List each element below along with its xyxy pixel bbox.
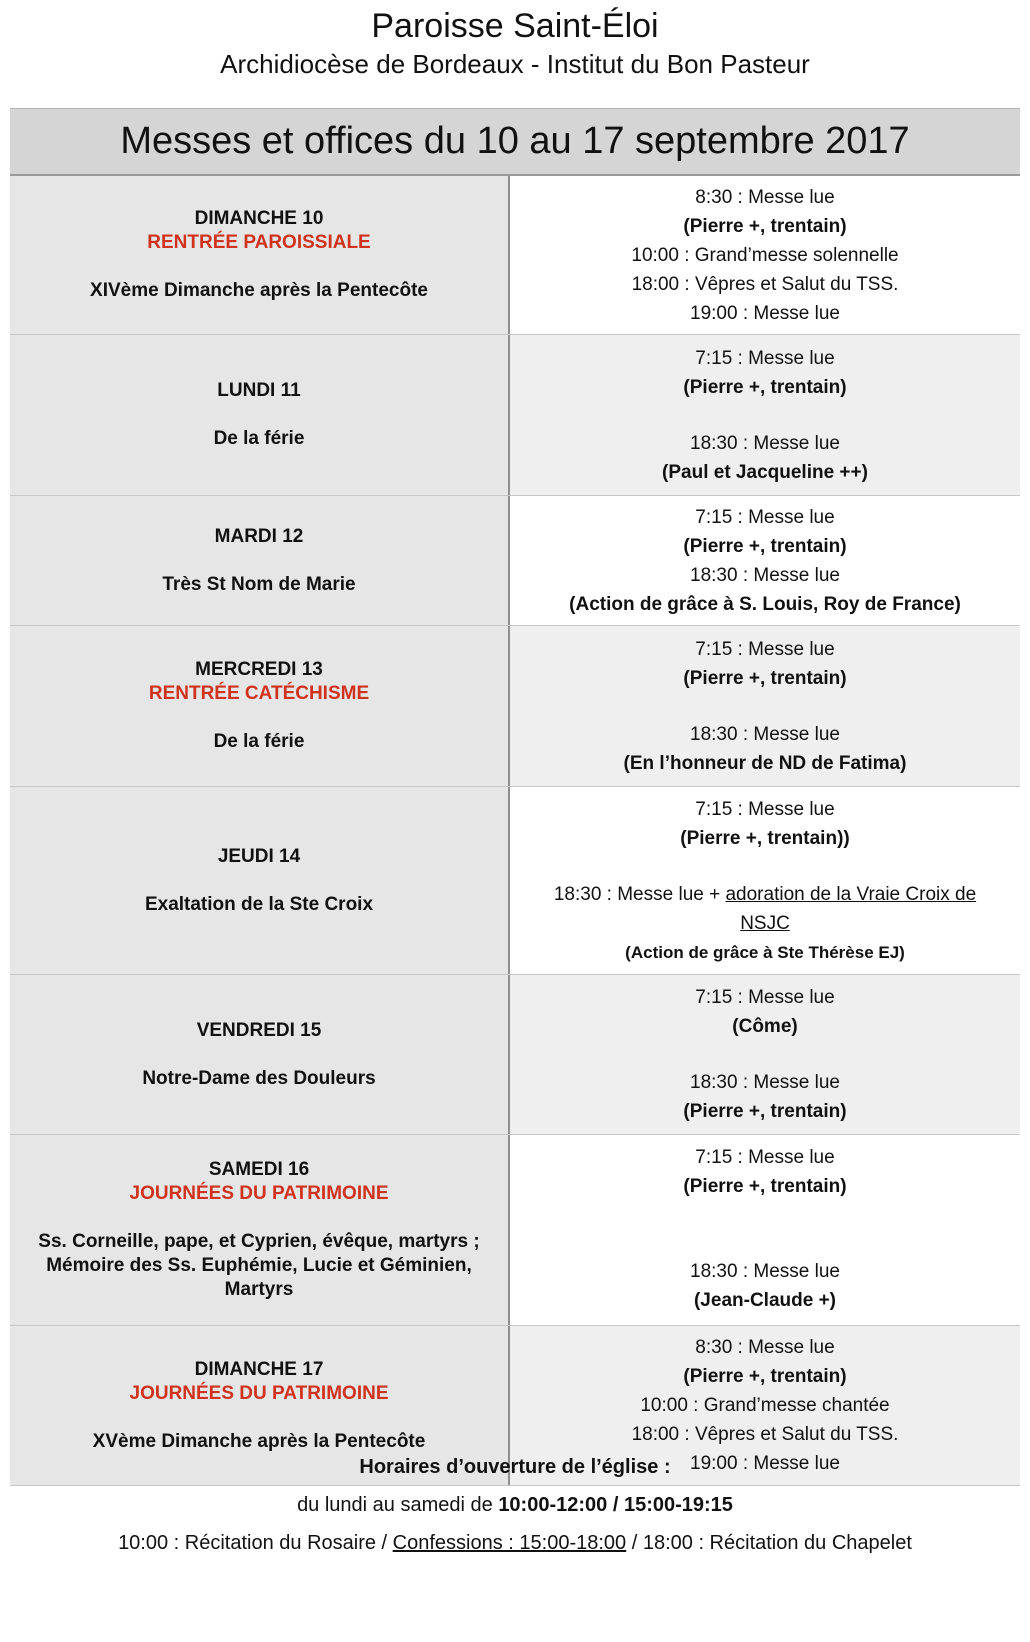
day-label: DIMANCHE 17 (194, 1358, 324, 1380)
chapelet-text: / 18:00 : Récitation du Chapelet (626, 1532, 912, 1554)
schedule-banner: Messes et offices du 10 au 17 septembre 2017 (10, 109, 1020, 176)
mass-line: 18:30 : Messe lue (690, 723, 840, 745)
mass-time: 18:30 : Messe lue + (553, 883, 726, 905)
mass-cell (510, 787, 1020, 974)
feast-label: Très St Nom de Marie (162, 573, 356, 595)
intention-line: (Pierre +, trentain)) (680, 827, 850, 849)
day-cell (10, 176, 510, 334)
mass-line: 7:15 : Messe lue (695, 798, 835, 820)
table-row (10, 496, 1020, 626)
feast-label: XIVème Dimanche après la Pentecôte (90, 280, 428, 301)
mass-line: 10:00 : Grand’messe solennelle (631, 244, 899, 266)
day-label: LUNDI 11 (217, 380, 301, 401)
day-label: VENDREDI 15 (196, 1019, 322, 1041)
offices-line (0, 1524, 1030, 1562)
day-cell (10, 787, 510, 974)
intention-line: (Pierre +, trentain) (683, 667, 847, 689)
day-label: JEUDI 14 (217, 845, 301, 867)
opening-days (0, 1486, 1030, 1524)
day-label: MERCREDI 13 (195, 659, 323, 680)
mass-line: 7:15 : Messe lue (695, 987, 835, 1008)
confessions-link: Confessions : 15:00-18:00 (392, 1532, 627, 1554)
table-row (10, 1135, 1020, 1326)
intention-line: (Pierre +, trentain) (683, 1101, 847, 1122)
event-label: JOURNÉES DU PATRIMOINE (129, 1183, 389, 1204)
mass-line: 8:30 : Messe lue (695, 1337, 835, 1358)
mass-line: 18:30 : Messe lue (690, 1072, 840, 1093)
mass-cell (510, 176, 1020, 334)
feast-label: Martyrs (224, 1279, 294, 1300)
feast-label: De la férie (213, 731, 305, 752)
intention-line: (Pierre +, trentain) (683, 1176, 847, 1197)
mass-cell (510, 496, 1020, 625)
page-header (0, 6, 1030, 80)
mass-line: 7:15 : Messe lue (695, 347, 835, 369)
table-row (10, 626, 1020, 787)
intention-line: (Pierre +, trentain) (683, 1366, 847, 1387)
mass-line: 19:00 : Messe lue (690, 1453, 840, 1474)
day-cell (10, 975, 510, 1134)
mass-line: 18:00 : Vêpres et Salut du TSS. (631, 273, 899, 295)
feast-label: Ss. Corneille, pape, et Cyprien, évêque, martyrs ; (38, 1231, 480, 1252)
day-cell (10, 496, 510, 625)
mass-line (554, 880, 976, 909)
schedule-table (10, 108, 1020, 1486)
intention-line: (Action de grâce à Ste Thérèse EJ) (625, 942, 905, 962)
event-label: JOURNÉES DU PATRIMOINE (129, 1382, 389, 1404)
rosary-text: 10:00 : Récitation du Rosaire / (118, 1532, 393, 1554)
table-row (10, 975, 1020, 1135)
event-label: RENTRÉE CATÉCHISME (148, 683, 370, 704)
opening-heading: Horaires d’ouverture de l’église : (359, 1456, 671, 1478)
mass-cell (510, 626, 1020, 786)
table-row (10, 176, 1020, 335)
feast-label: Mémoire des Ss. Euphémie, Lucie et Géminien, (46, 1255, 472, 1276)
mass-line: 18:30 : Messe lue (690, 432, 840, 454)
mass-line: 7:15 : Messe lue (695, 506, 835, 528)
mass-line: 18:30 : Messe lue (690, 564, 840, 586)
intention-line: (En l’honneur de ND de Fatima) (623, 752, 907, 774)
mass-line: 18:00 : Vêpres et Salut du TSS. (631, 1424, 899, 1445)
mass-cell (510, 975, 1020, 1134)
feast-label: XVème Dimanche après la Pentecôte (92, 1430, 426, 1452)
opening-prefix: du lundi au samedi de (297, 1494, 499, 1516)
mass-line: 8:30 : Messe lue (695, 186, 835, 208)
opening-hours-value: 10:00-12:00 / 15:00-19:15 (498, 1494, 733, 1516)
mass-cell (510, 1135, 1020, 1325)
intention-line: (Pierre +, trentain) (683, 215, 847, 237)
intention-line: (Côme) (732, 1016, 798, 1037)
table-row (10, 787, 1020, 975)
adoration-link: adoration de la Vraie Croix de (725, 883, 977, 905)
day-label: DIMANCHE 10 (194, 208, 324, 229)
opening-hours (0, 1448, 1030, 1562)
intention-line: (Paul et Jacqueline ++) (662, 461, 868, 483)
feast-label: Exaltation de la Ste Croix (144, 893, 374, 915)
event-label: RENTRÉE PAROISSIALE (147, 232, 371, 253)
intention-line: (Pierre +, trentain) (683, 535, 847, 557)
parish-title: Paroisse Saint-Éloi (371, 7, 659, 45)
adoration-link-cont: NSJC (740, 912, 790, 934)
mass-line: 19:00 : Messe lue (690, 302, 840, 324)
intention-line: (Pierre +, trentain) (683, 376, 847, 398)
day-cell (10, 626, 510, 786)
feast-label: De la férie (213, 428, 305, 449)
mass-line: 10:00 : Grand’messe chantée (640, 1395, 890, 1416)
mass-cell (510, 335, 1020, 495)
day-label: MARDI 12 (214, 525, 304, 547)
day-label: SAMEDI 16 (208, 1159, 310, 1180)
intention-line: (Action de grâce à S. Louis, Roy de France) (569, 593, 961, 615)
intention-line: (Jean-Claude +) (693, 1290, 836, 1311)
mass-line: 7:15 : Messe lue (695, 638, 835, 660)
day-cell (10, 335, 510, 495)
parish-subtitle: Archidiocèse de Bordeaux - Institut du Bon Pasteur (220, 49, 810, 79)
table-row (10, 335, 1020, 496)
feast-label: Notre-Dame des Douleurs (142, 1067, 376, 1089)
mass-line: 18:30 : Messe lue (690, 1261, 840, 1282)
mass-line: 7:15 : Messe lue (695, 1147, 835, 1168)
day-cell (10, 1135, 510, 1325)
